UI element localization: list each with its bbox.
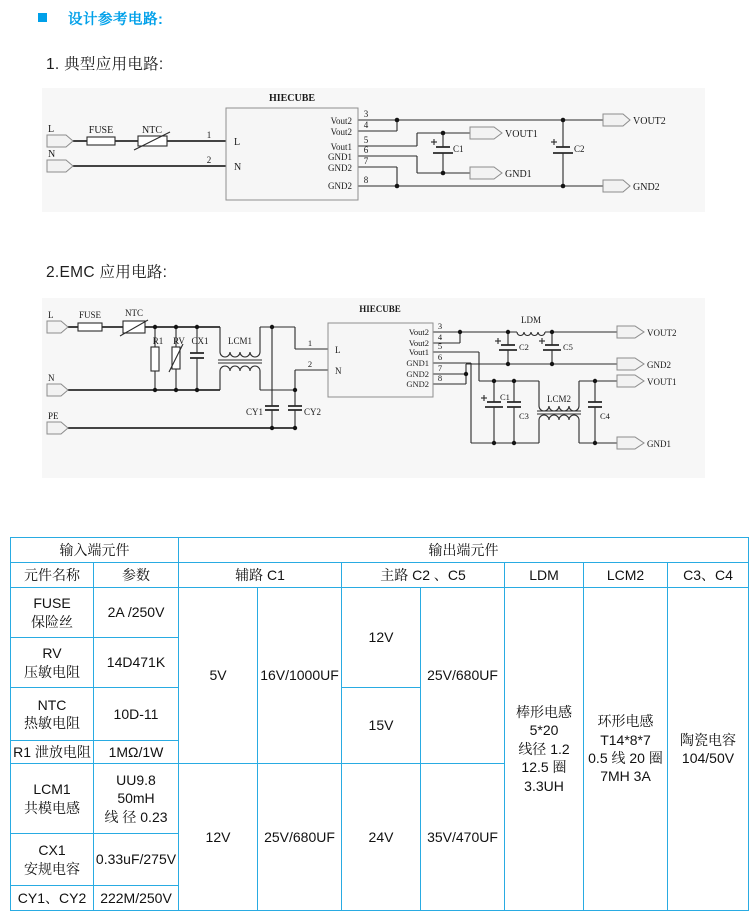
fuse-symbol — [78, 323, 102, 331]
cell-aux-16v-1000uf: 16V/1000UF — [258, 588, 342, 764]
pin5-number: 5 — [363, 135, 369, 145]
cell-aux-25v-680uf: 25V/680UF — [258, 764, 342, 911]
vout1-tag-label: VOUT1 — [647, 377, 677, 387]
table-header-row-2 — [11, 563, 749, 588]
header-parameter: 参数 — [94, 563, 179, 588]
cell-fuse-param: 2A /250V — [94, 588, 179, 638]
module-pin-vout2a-label: Vout2 — [330, 116, 352, 126]
cell-ntc-param: 10D-11 — [94, 688, 179, 741]
gnd2-tag-label: GND2 — [647, 360, 671, 370]
gnd2-tag-label: GND2 — [633, 182, 660, 193]
pin3-number: 3 — [437, 321, 443, 331]
pin8-number: 8 — [437, 373, 443, 383]
c2-label: C2 — [519, 342, 529, 352]
cy2-label: CY2 — [304, 407, 322, 417]
design-reference-title-row — [38, 8, 163, 29]
module-pin-gnd1-label: GND1 — [406, 358, 429, 368]
square-bullet-icon — [38, 13, 47, 22]
pin2-number: 2 — [206, 155, 212, 165]
module-pin-gnd2a-label: GND2 — [406, 369, 429, 379]
gnd1-tag-label: GND1 — [647, 439, 671, 449]
pin7-number: 7 — [363, 156, 369, 166]
gnd1-tag-label: GND1 — [505, 169, 532, 180]
module-pin-vout2a-label: Vout2 — [408, 327, 429, 337]
cell-lcm1-param: UU9.8 50mH 线 径 0.23 — [94, 764, 179, 834]
cell-rv-param: 14D471K — [94, 638, 179, 688]
table-header-row-1 — [11, 538, 749, 563]
module-pin-l-label: L — [335, 345, 341, 355]
r1-resistor-symbol — [151, 347, 159, 371]
cell-lcm2-spec: 环形电感 T14*8*7 0.5 线 20 圈 7MH 3A — [584, 588, 668, 911]
cell-r1-name: R1 泄放电阻 — [11, 741, 94, 764]
cell-main-25v-680uf: 25V/680UF — [421, 588, 505, 764]
pin6-number: 6 — [437, 352, 443, 362]
lcm2-label: LCM2 — [546, 394, 572, 404]
cell-cy-name: CY1、CY2 — [11, 886, 94, 911]
page-title: 设计参考电路: — [68, 12, 164, 28]
cell-main-15v: 15V — [342, 688, 421, 764]
rv-label: RV — [173, 336, 185, 346]
cx1-label: CX1 — [191, 336, 209, 346]
cell-aux-12v: 12V — [179, 764, 258, 911]
tag-pe-label: PE — [48, 411, 59, 421]
module-pin-l-label: L — [234, 137, 241, 148]
module-pin-n-label: N — [234, 162, 242, 173]
cell-lcm1-name: LCM1 共模电感 — [11, 764, 94, 834]
module-pin-gnd2b-label: GND2 — [406, 379, 429, 389]
section-heading-emc: 2.EMC 应用电路: — [46, 264, 168, 281]
header-aux-c1: 辅路 C1 — [179, 563, 342, 588]
component-spec-table — [10, 537, 749, 911]
module-pin-gnd2b-label: GND2 — [328, 181, 352, 191]
circuit1-backdrop — [42, 88, 705, 212]
cell-main-12v: 12V — [342, 588, 421, 688]
module-pin-vout1-label: Vout1 — [330, 142, 352, 152]
vout2-tag-label: VOUT2 — [633, 116, 666, 127]
ldm-label: LDM — [521, 315, 541, 325]
vout1-tag-label: VOUT1 — [505, 129, 538, 140]
c3-label: C3 — [519, 411, 529, 421]
cell-ntc-name: NTC 热敏电阻 — [11, 688, 94, 741]
cell-cy-param: 222M/250V — [94, 886, 179, 911]
pin5-number: 5 — [437, 341, 443, 351]
pin3-number: 3 — [363, 109, 369, 119]
pin1-number: 1 — [307, 338, 313, 348]
pin8-number: 8 — [363, 175, 369, 185]
table-row-fuse — [11, 588, 749, 638]
fuse-label: FUSE — [78, 310, 102, 320]
module-pin-n-label: N — [335, 366, 342, 376]
c5-label: C5 — [563, 342, 573, 352]
cell-c3c4-spec: 陶瓷电容 104/50V — [668, 588, 749, 911]
module-title-label: HIECUBE — [359, 304, 401, 314]
pin2-number: 2 — [307, 359, 313, 369]
tag-n-label: N — [48, 149, 56, 160]
cell-cx1-param: 0.33uF/275V — [94, 834, 179, 886]
header-c3-c4: C3、C4 — [668, 563, 749, 588]
fuse-symbol — [87, 137, 115, 145]
cell-main-24v: 24V — [342, 764, 421, 911]
cell-cx1-name: CX1 安规电容 — [11, 834, 94, 886]
typical-application-circuit-diagram — [42, 88, 705, 212]
header-output-components: 输出端元件 — [179, 538, 749, 563]
c1-label: C1 — [453, 144, 464, 154]
cell-r1-param: 1MΩ/1W — [94, 741, 179, 764]
header-lcm2: LCM2 — [584, 563, 668, 588]
module-title-label: HIECUBE — [268, 93, 316, 104]
header-input-components: 输入端元件 — [11, 538, 179, 563]
header-main-c2-c5: 主路 C2 、C5 — [342, 563, 505, 588]
header-component-name: 元件名称 — [11, 563, 94, 588]
emc-application-circuit-diagram — [42, 298, 705, 480]
r1-label: R1 — [152, 336, 164, 346]
module-pin-vout2b-label: Vout2 — [408, 338, 429, 348]
cell-main-35v-470uf: 35V/470UF — [421, 764, 505, 911]
lcm1-label: LCM1 — [227, 336, 253, 346]
section-heading-typical: 1. 典型应用电路: — [46, 56, 164, 73]
module-pin-gnd1-label: GND1 — [328, 152, 352, 162]
header-ldm: LDM — [505, 563, 584, 588]
cell-aux-5v: 5V — [179, 588, 258, 764]
c1-label: C1 — [500, 392, 510, 402]
ntc-label: NTC — [142, 125, 162, 136]
pin6-number: 6 — [363, 145, 369, 155]
cy1-label: CY1 — [245, 407, 263, 417]
cell-rv-name: RV 压敏电阻 — [11, 638, 94, 688]
cell-ldm-spec: 棒形电感 5*20 线径 1.2 12.5 圈 3.3UH — [505, 588, 584, 911]
ntc-label: NTC — [125, 308, 143, 318]
pin7-number: 7 — [437, 363, 443, 373]
output-tag-gnd1 — [470, 167, 502, 179]
tag-l-label: L — [48, 310, 54, 320]
c2-label: C2 — [574, 144, 585, 154]
module-pin-gnd2a-label: GND2 — [328, 163, 352, 173]
pin4-number: 4 — [437, 332, 443, 342]
fuse-label: FUSE — [88, 125, 114, 136]
pin1-number: 1 — [206, 130, 212, 140]
module-pin-vout1-label: Vout1 — [408, 347, 429, 357]
pin4-number: 4 — [363, 120, 369, 130]
tag-l-label: L — [48, 124, 55, 135]
output-tag-vout1 — [470, 127, 502, 139]
vout2-tag-label: VOUT2 — [647, 328, 677, 338]
tag-n-label: N — [48, 373, 55, 383]
module-pin-vout2b-label: Vout2 — [330, 127, 352, 137]
cell-fuse-name: FUSE 保险丝 — [11, 588, 94, 638]
c4-label: C4 — [600, 411, 610, 421]
